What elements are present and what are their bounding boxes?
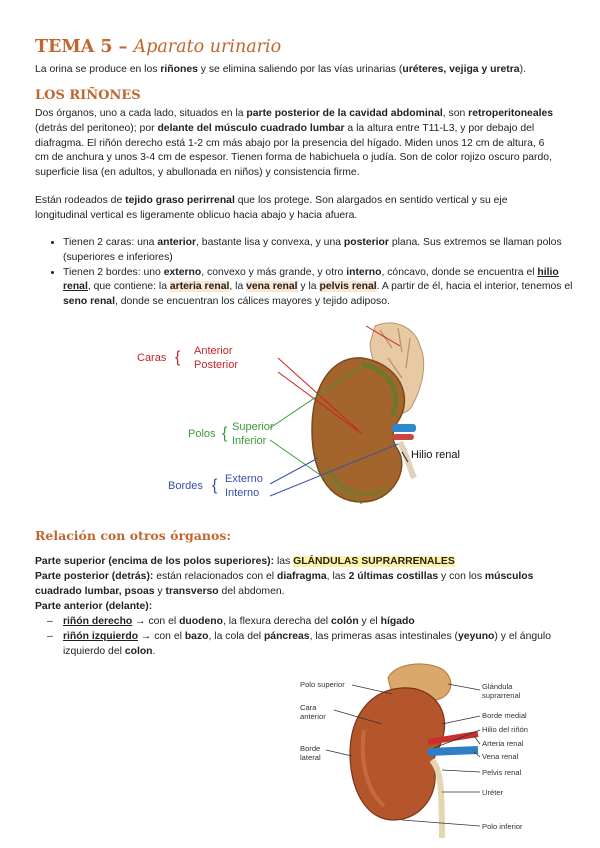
relation-posterior: Parte posterior (detrás): están relacionados con el diafragma, las 2 últimas costillas y con los músculos cuadrado lumbar, psoas y transverso del abdomen. (35, 571, 534, 597)
relation-anterior: Parte anterior (delante): (35, 601, 153, 612)
paragraph-fat: Están rodeados de tejido graso perirrenal que los protege. Son alargados en sentido vertical y su eje longitudinal vertical es ligeramente oblicuo hacia abajo y hacia afuera. (35, 195, 508, 221)
dash-list (35, 615, 588, 659)
page-title: TEMA 5 – Aparato urinario (35, 37, 282, 57)
bullet-list (35, 236, 588, 310)
renal-vein-shape (392, 424, 416, 432)
label-suprarrenal: suprarrenal (482, 691, 521, 700)
label-anterior: anterior (300, 712, 326, 721)
renal-artery-shape (392, 434, 414, 440)
label-inferior: Inferior (232, 435, 267, 447)
svg-text:{: { (212, 477, 218, 494)
label-borde-medial: Borde medial (482, 711, 527, 720)
relation-superior: Parte superior (encima de los polos superiores): las GLÁNDULAS SUPRARRENALES (35, 556, 455, 567)
list-item: – riñón derecho → con el duodeno, la flexura derecha del colón y el hígado (63, 615, 588, 630)
list-item: • Tienen 2 caras: una anterior, bastante lisa y convexa, y una posterior plana. Sus extremos se llaman polos (superiores e inferiores) (63, 236, 588, 266)
svg-text:{: { (222, 425, 228, 442)
label-arteria-renal: Arteria renal (482, 739, 524, 748)
intro-paragraph: La orina se produce en los riñones y se elimina saliendo por las vías urinarias (uréteres, vejiga y uretra). (35, 64, 526, 75)
label-anterior: Anterior (194, 345, 233, 357)
label-superior: Superior (232, 421, 274, 433)
section-heading-rinones: LOS RIÑONES (35, 88, 141, 103)
label-lateral: lateral (300, 753, 321, 762)
label-ureter: Uréter (482, 788, 504, 797)
label-posterior: Posterior (194, 359, 239, 371)
label-interno: Interno (225, 487, 260, 499)
label-polos: Polos (188, 428, 216, 440)
label-polo-superior: Polo superior (300, 680, 345, 689)
label-hilio: Hilio del riñón (482, 725, 529, 734)
paragraph-description: Dos órganos, uno a cada lado, situados en la parte posterior de la cavidad abdominal, son retroperitoneales (detrás del peritoneo); por delante del músculo cuadrado lumbar a la altura entre T11-L3, y por debajo del diafragma. El riñón derecho está 1-2 cm más abajo por la presencia del hígado. Miden unos 12 cm de altura, 6 cm de anchura y unos 3-4 cm de espesor. Tienen forma de habichuela o judía. Son de color rojizo oscuro pardo, superficie lisa (en adultos, y abullonada en niños) y consistencia firme. (35, 108, 554, 179)
list-item: • Tienen 2 bordes: uno externo, convexo y más grande, y otro interno, cóncavo, donde se encuentra el hilio renal, que contiene: la arteria renal, la vena renal y la pelvis renal. A partir de él, hacia el interior, tenemos el seno renal, donde se encuentran los cálices mayores y tejido adiposo. (63, 266, 588, 310)
label-glandula: Glándula (482, 682, 513, 691)
svg-text:{: { (175, 349, 181, 366)
kidney-figure-2 (292, 660, 562, 840)
label-bordes: Bordes (168, 480, 203, 492)
label-borde: Borde (300, 744, 321, 753)
label-pelvis-renal: Pelvis renal (482, 768, 522, 777)
label-externo: Externo (225, 473, 263, 485)
label-caras: Caras (137, 352, 167, 364)
label-vena-renal: Vena renal (482, 752, 519, 761)
label-hilio-renal: Hilio renal (411, 449, 460, 461)
label-cara: Cara (300, 703, 317, 712)
label-polo-inferior: Polo inferior (482, 822, 523, 831)
list-item: – riñón izquierdo → con el bazo, la cola del páncreas, las primeras asas intestinales (yeyuno) y el ángulo izquierdo del colon. (63, 630, 588, 660)
renal-vein-shape (428, 750, 478, 752)
section-heading-relacion: Relación con otros órganos: (35, 528, 231, 543)
kidney-figure-1 (130, 318, 480, 510)
